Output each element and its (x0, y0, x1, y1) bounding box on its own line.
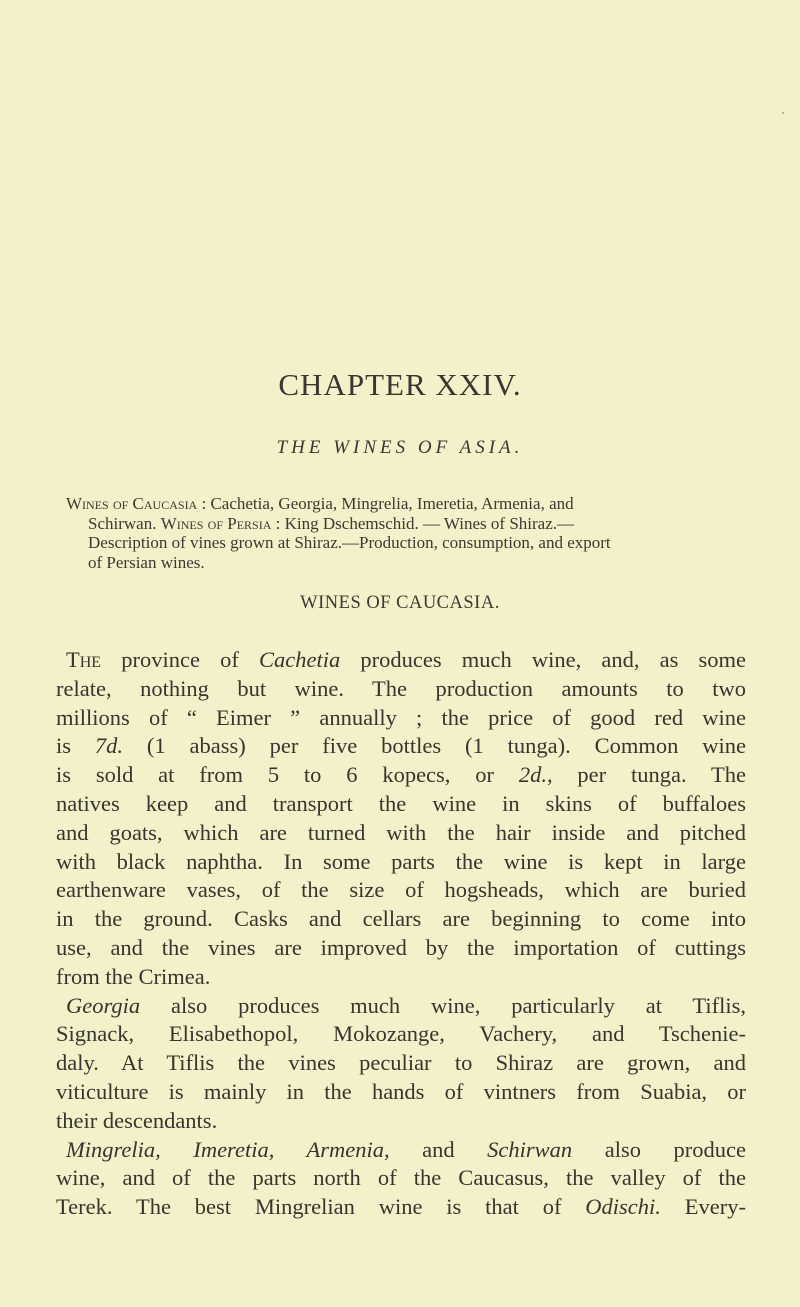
text-segment: in the ground. Casks and cellars are beginning to come into (56, 906, 746, 932)
text-segment: millions of “ Eimer ” annually ; the price of good red wine (56, 704, 746, 730)
body-line (56, 1020, 746, 1049)
chapter-summary (66, 494, 738, 572)
text-segment: Schirwan. (88, 513, 161, 533)
text-segment: Cachetia (258, 647, 341, 672)
body-line (56, 732, 746, 761)
body-line (56, 704, 746, 733)
body-line (56, 1049, 746, 1078)
body-text (56, 646, 746, 1222)
body-line (56, 1107, 746, 1136)
text-segment: and goats, which are turned with the hair inside and pitched (56, 819, 746, 845)
text-segment: Signack, Elisabethopol, Mokozange, Vachery, and Tschenie- (56, 1021, 746, 1047)
body-line (56, 1164, 746, 1193)
text-segment: relate, nothing but wine. The production amounts to two (56, 675, 746, 701)
paper-speck (782, 112, 784, 114)
text-segment: is (56, 733, 95, 759)
body-line (56, 1136, 746, 1165)
body-line (56, 876, 746, 905)
text-segment: from the Crimea. (56, 963, 211, 989)
text-segment: Every- (660, 1194, 746, 1220)
summary-line (66, 553, 738, 573)
body-line (56, 819, 746, 848)
body-line (56, 790, 746, 819)
text-segment: also produce (572, 1136, 746, 1162)
text-segment: : Cachetia, Georgia, Mingrelia, Imeretia, Armenia, and (197, 494, 574, 513)
summary-line (66, 514, 738, 534)
body-line (56, 905, 746, 934)
text-segment: 7d. (94, 733, 124, 759)
body-line (56, 646, 746, 675)
text-segment: wine, and of the parts north of the Caucasus, the valley of the (56, 1165, 746, 1191)
body-line (56, 848, 746, 877)
text-segment: natives keep and transport the wine in skins of buffaloes (56, 790, 746, 816)
text-segment: viticulture is mainly in the hands of vintners from Suabia, or (56, 1078, 746, 1104)
text-segment: Schirwan (487, 1136, 573, 1162)
text-segment: Terek. The best Mingrelian wine is that of (56, 1194, 586, 1220)
text-segment: earthenware vases, of the size of hogsheads, which are buried (56, 877, 746, 903)
text-segment: province of (101, 647, 259, 672)
text-segment: and (389, 1136, 488, 1162)
text-segment: of Persian wines. (88, 552, 205, 572)
body-line (56, 934, 746, 963)
body-line (56, 761, 746, 790)
body-line (56, 992, 746, 1021)
text-segment: Wines of Caucasia (66, 494, 198, 513)
text-segment: also produces much wine, particularly at Tiflis, (140, 992, 746, 1018)
text-segment: 2d. (518, 762, 547, 788)
section-heading: WINES OF CAUCASIA. (300, 593, 500, 613)
summary-line (66, 533, 738, 553)
text-segment: use, and the vines are improved by the importation of cuttings (56, 934, 746, 960)
body-line (56, 675, 746, 704)
text-segment: produces much wine, and, as some (340, 647, 747, 672)
chapter-title: THE WINES OF ASIA. (276, 437, 524, 458)
body-line (56, 963, 746, 992)
text-segment: Description of vines grown at Shiraz.—Production, consumption, and export (88, 533, 611, 552)
text-segment: : King Dschemschid. — Wines of Shiraz.— (271, 513, 575, 533)
text-segment: The (66, 647, 102, 672)
body-line (56, 1193, 746, 1222)
text-segment: Wines of Persia (160, 513, 272, 533)
summary-line (66, 494, 738, 514)
chapter-heading: CHAPTER XXIV. (278, 367, 522, 402)
text-segment: Georgia (66, 992, 141, 1018)
text-segment: , per tunga. The (546, 762, 746, 788)
text-segment: their descendants. (56, 1107, 218, 1133)
text-segment: (1 abass) per five bottles (1 tunga). Common wine (123, 733, 746, 759)
text-segment: Odischi. (585, 1194, 661, 1220)
text-segment: Mingrelia, Imeretia, Armenia, (66, 1136, 390, 1162)
text-segment: with black naphtha. In some parts the wine is kept in large (56, 848, 746, 874)
text-segment: daly. At Tiflis the vines peculiar to Shiraz are grown, and (56, 1050, 746, 1076)
text-segment: is sold at from 5 to 6 kopecs, or (56, 762, 519, 788)
body-line (56, 1078, 746, 1107)
